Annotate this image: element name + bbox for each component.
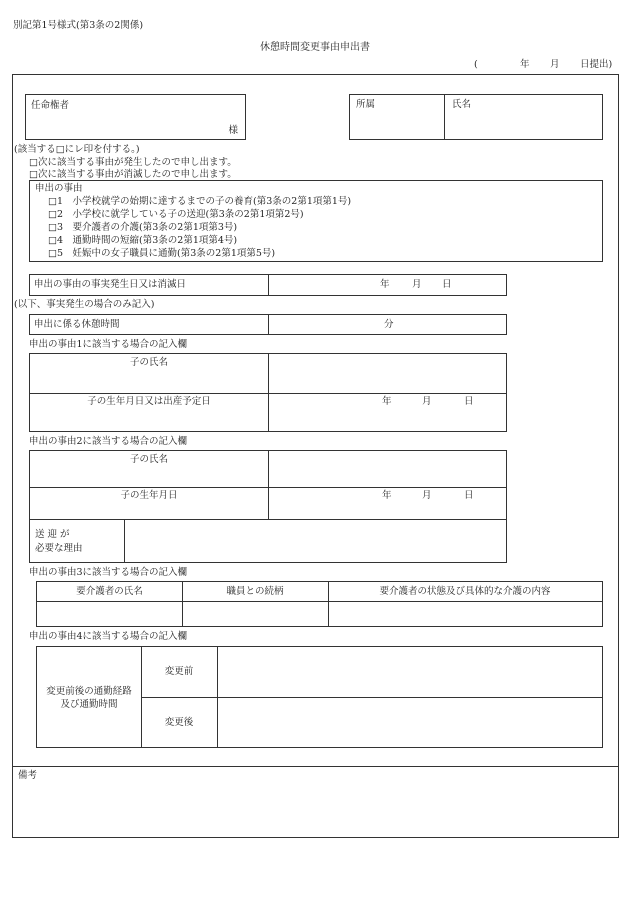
page-title: 休憩時間変更事由申出書 [260, 42, 370, 53]
reasons-heading: 申出の事由 [35, 183, 83, 194]
section4-heading: 申出の事由4に該当する場合の記入欄 [29, 631, 188, 642]
section3-heading: 申出の事由3に該当する場合の記入欄 [29, 567, 188, 578]
reasons-box [29, 180, 603, 262]
section1-day: 日 [464, 396, 474, 407]
form-number: 別記第1号様式(第3条の2関係) [13, 20, 144, 31]
section2-day: 日 [464, 490, 474, 501]
section2-month: 月 [422, 490, 432, 501]
section1-month: 月 [422, 396, 432, 407]
section1-birth-label: 子の生年月日又は出産予定日 [87, 396, 211, 407]
appointer-honorific: 様 [228, 125, 238, 136]
reason-item-4[interactable]: □4 通勤時間の短縮(第3条の2第1項第4号) [48, 235, 238, 246]
commute-before-label: 変更前 [164, 666, 194, 677]
reason-item-3[interactable]: □3 要介護者の介護(第3条の2第1項第3号) [48, 222, 238, 233]
occurrence-date-label: 申出の事由の事実発生日又は消滅日 [34, 279, 187, 290]
remarks-label: 備考 [18, 770, 38, 781]
affiliation-label: 所属 [356, 99, 376, 110]
occurrence-year: 年 [380, 279, 390, 290]
section1-heading: 申出の事由1に該当する場合の記入欄 [29, 339, 188, 350]
section2-heading: 申出の事由2に該当する場合の記入欄 [29, 436, 188, 447]
date-open-paren: ( [474, 59, 478, 70]
break-time-label: 申出に係る休憩時間 [34, 319, 120, 330]
section2-child-name-label: 子の氏名 [129, 454, 168, 465]
reason-item-1[interactable]: □1 小学校就学の始期に達するまでの子の養育(第3条の2第1項第1号) [48, 196, 352, 207]
break-time-row [29, 314, 507, 335]
section1-year: 年 [382, 396, 392, 407]
commute-label-line2: 及び通勤時間 [60, 699, 118, 710]
col-care-name: 要介護者の氏名 [76, 586, 143, 597]
date-month: 月 [550, 59, 560, 70]
appointer-label: 任命権者 [31, 100, 70, 111]
option-occurred[interactable]: □次に該当する事由が発生したので申し出ます。 [29, 157, 237, 168]
pickup-reason-line2: 必要な理由 [35, 543, 83, 554]
pickup-reason-line1: 送 迎 が [35, 529, 70, 540]
section4-table [36, 646, 603, 748]
occurrence-month: 月 [412, 279, 422, 290]
section1-child-name-label: 子の氏名 [129, 357, 168, 368]
reason-item-5[interactable]: □5 妊娠中の女子職員に通勤(第3条の2第1項第5号) [48, 248, 276, 259]
occurrence-date-row [29, 274, 507, 296]
section3-table [36, 581, 603, 627]
reason-item-2[interactable]: □2 小学校に就学している子の送迎(第3条の2第1項第2号) [48, 209, 304, 220]
name-label: 氏名 [452, 99, 472, 110]
applicant-box [349, 94, 603, 140]
section1-table [29, 353, 507, 432]
col-relation: 職員との続柄 [226, 586, 284, 597]
option-ceased[interactable]: □次に該当する事由が消滅したので申し出ます。 [29, 169, 237, 180]
break-time-unit: 分 [384, 319, 394, 330]
date-year: 年 [520, 59, 530, 70]
commute-label-line1: 変更前後の通勤経路 [46, 686, 132, 697]
occurrence-note: (以下、事実発生の場合のみ記入) [14, 299, 155, 310]
section2-table [29, 450, 507, 563]
occurrence-day: 日 [442, 279, 452, 290]
check-note: (該当する□にレ印を付する。) [14, 144, 140, 155]
appointer-box[interactable] [25, 94, 246, 140]
commute-after-label: 変更後 [164, 717, 194, 728]
section2-birth-label: 子の生年月日 [120, 490, 178, 501]
date-day-submitted: 日提出) [580, 59, 613, 70]
remarks-divider [12, 766, 619, 767]
col-care-detail: 要介護者の状態及び具体的な介護の内容 [379, 586, 551, 597]
section2-year: 年 [382, 490, 392, 501]
